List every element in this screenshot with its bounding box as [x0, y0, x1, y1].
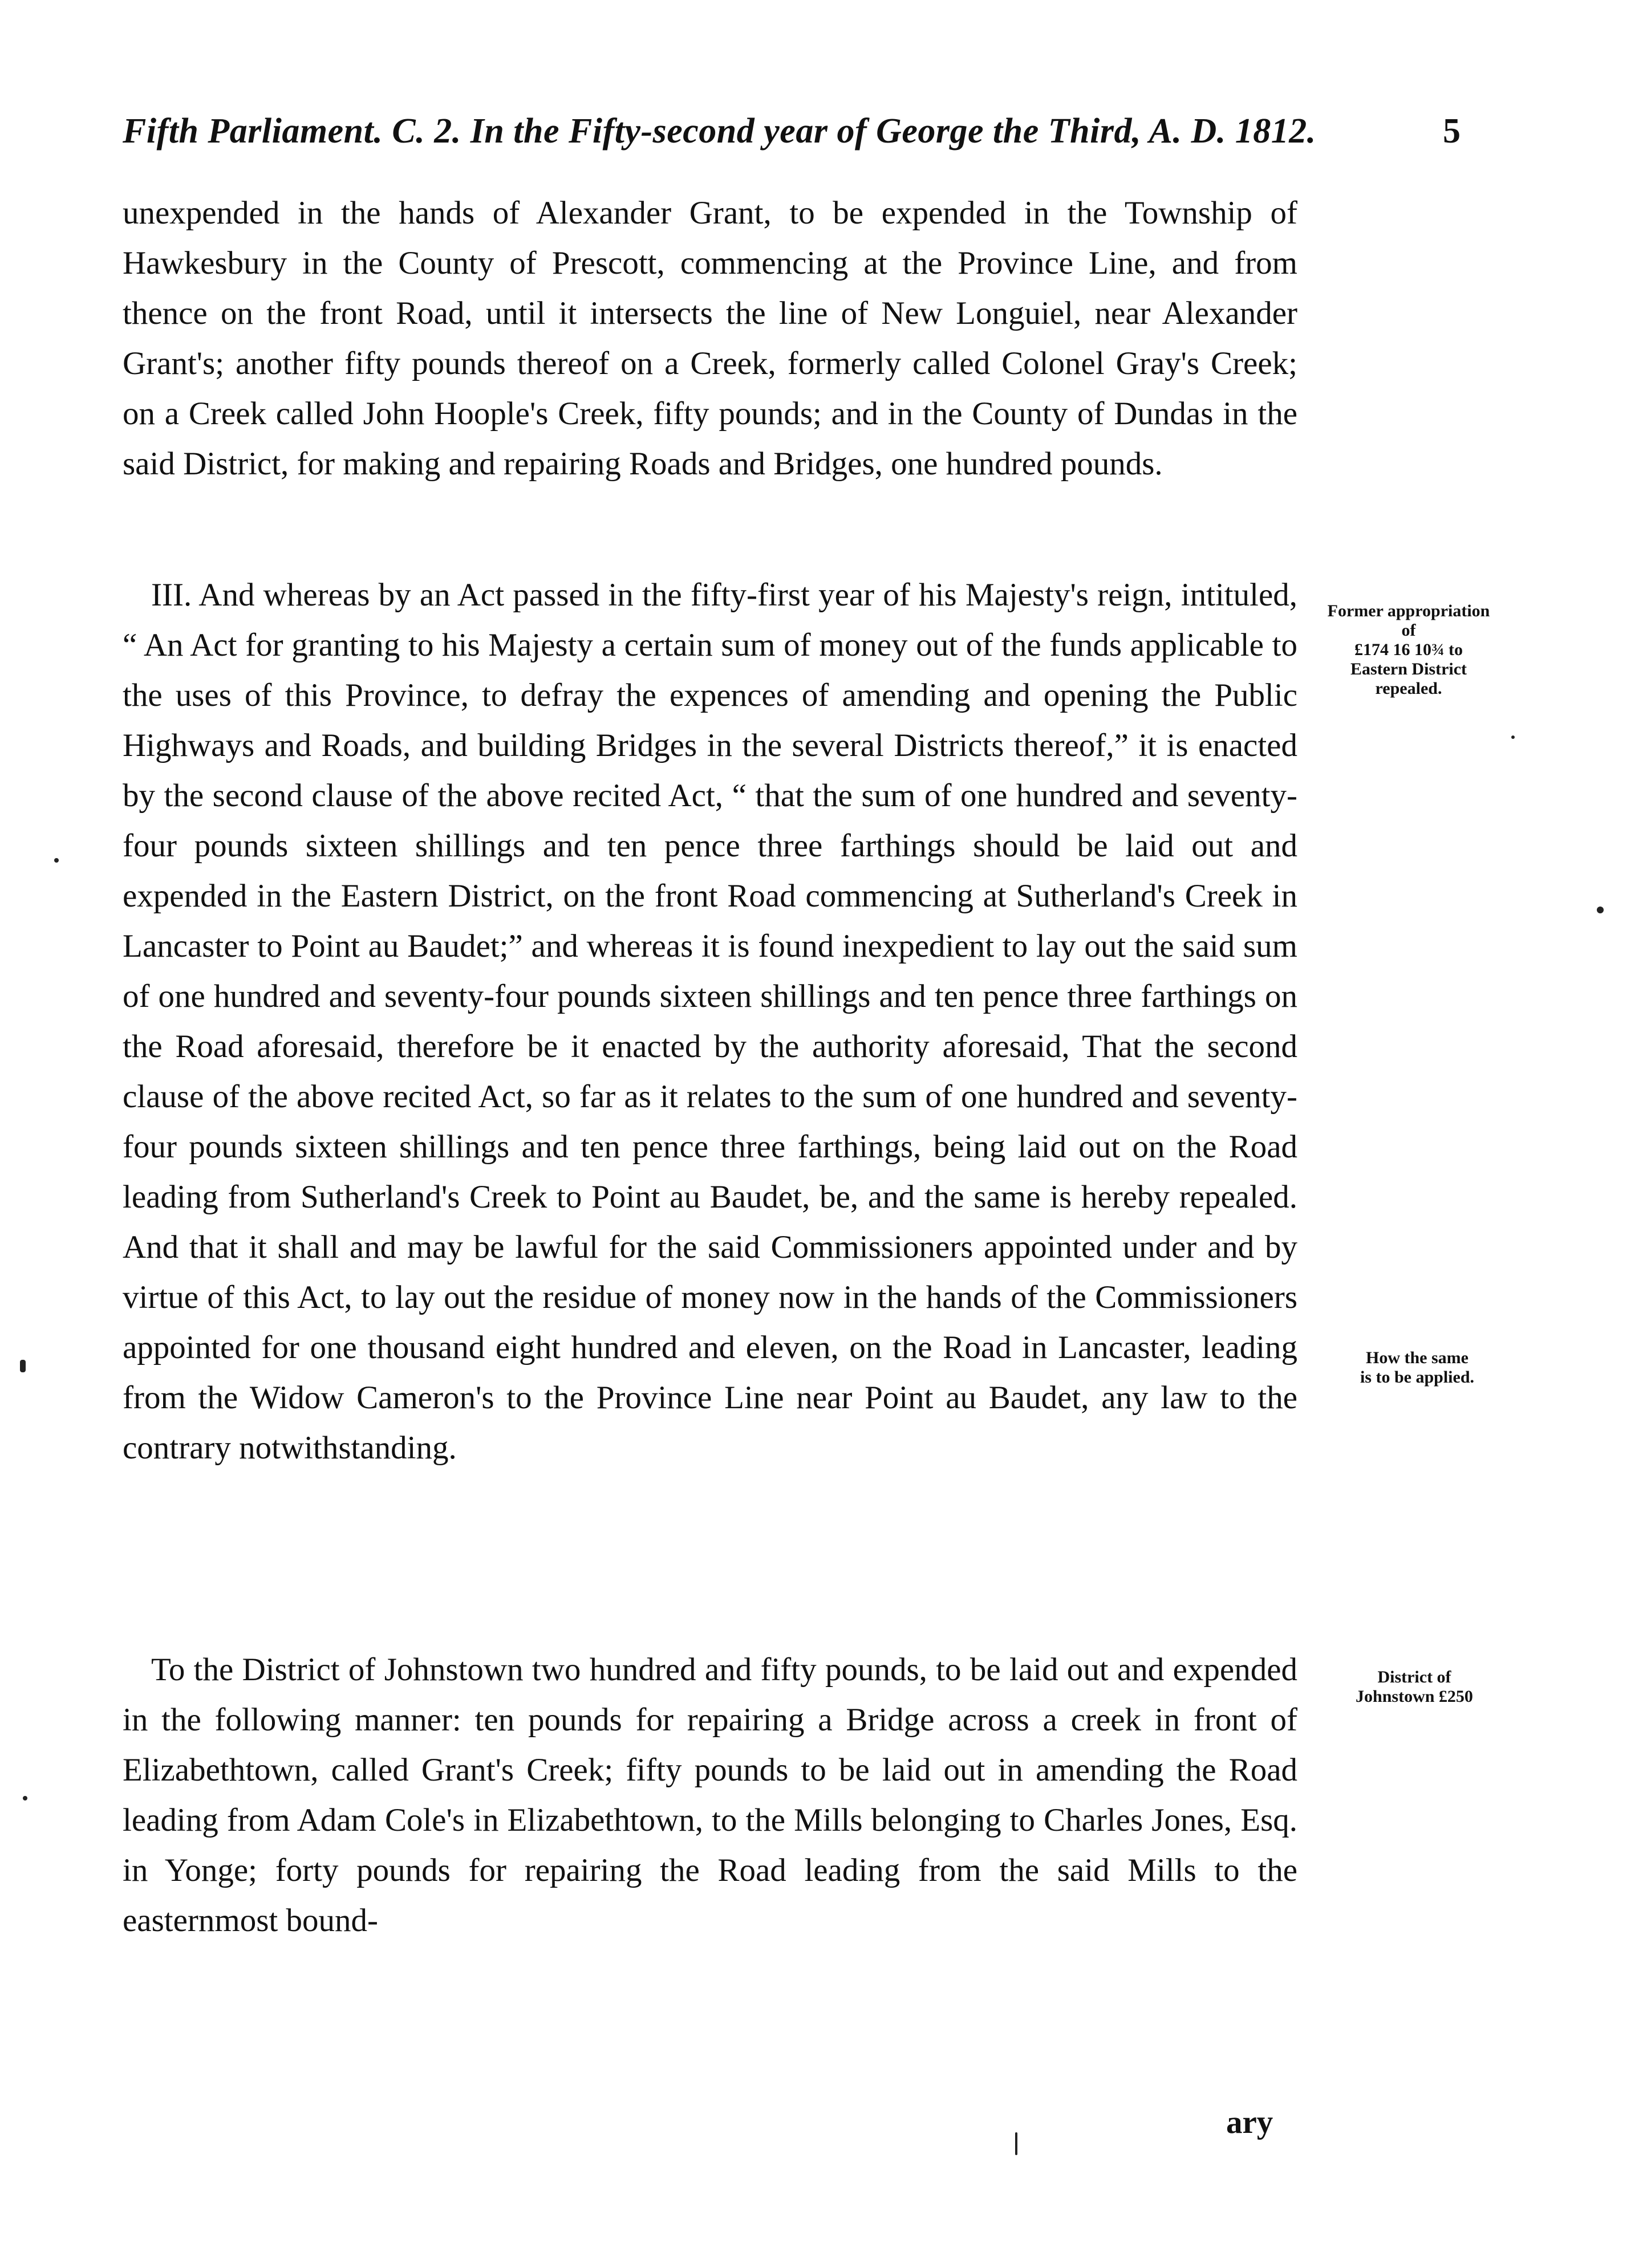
scan-speck — [1015, 2132, 1017, 2155]
scan-speck — [1597, 907, 1604, 913]
scan-speck — [20, 1360, 26, 1372]
scan-speck — [54, 858, 59, 863]
scan-speck — [1511, 735, 1515, 739]
page-number: 5 — [1443, 112, 1461, 151]
catchword: ary — [1226, 2104, 1273, 2140]
paragraph-section-iii: III. And whereas by an Act passed in the fifty-first year of his Majesty's reign, intituled, “ An Act for granting to his Majesty a certain sum of money out of the funds applicable to the uses of this Province, to defray the expences of amending and opening the Public Highways and Roads, and building Bridges in the several Districts thereof,” it is enacted by the second clause of the above recited Act, “ that the sum of one hundred and seventy-four pounds sixteen shillings and ten pence three farthings should be laid out and expended in the Eastern District, on the front Road commencing at Sutherland's Creek in Lancaster to Point au Baudet;” and whereas it is found inexpedient to lay out the said sum of one hundred and seventy-four pounds sixteen shillings and ten pence three farthings on the Road aforesaid, therefore be it enacted by the authority aforesaid, That the second clause of the above recited Act, so far as it relates to the sum of one hundred and seventy-four pounds sixteen shillings and ten pence three farthings, being laid out on the Road leading from Sutherland's Creek to Point au Baudet, be, and the same is hereby repealed. And that it shall and may be lawful for the said Commissioners appointed under and by virtue of this Act, to lay out the residue of money now in the hands of the Commissioners appointed for one thousand eight hundred and eleven, on the Road in Lancaster, leading from the Widow Cameron's to the Province Line near Point au Baudet, any law to the contrary notwithstanding. — [123, 577, 1297, 1466]
margin-note-how-applied: How the same is to be applied. — [1360, 1348, 1475, 1387]
margin-note-johnstown: District of Johnstown £250 — [1356, 1668, 1473, 1706]
margin-note-former-appropriation: Former appropriation of £174 16 10¾ to Eastern District repealed. — [1327, 601, 1490, 698]
paragraph-continuation: unexpended in the hands of Alexander Grant, to be expended in the Township of Hawkesbury in the County of Prescott, commencing at the Province Line, and from thence on the front Road, until it intersects the line of New Longuiel, near Alexander Grant's; another fifty pounds thereof on a Creek, formerly called Colonel Gray's Creek; on a Creek called John Hoople's Creek, fifty pounds; and in the County of Dundas in the said District, for making and repairing Roads and Bridges, one hundred pounds. — [123, 195, 1297, 482]
paragraph-johnstown-district: To the District of Johnstown two hundred and fifty pounds, to be laid out and expended in the following manner: ten pounds for repairing a Bridge across a creek in front of Elizabethtown, called Grant's Creek; fifty pounds to be laid out in amending the Road leading from Adam Cole's in Elizabethtown, to the Mills belonging to Charles Jones, Esq. in Yonge; forty pounds for repairing the Road leading from the said Mills to the easternmost bound- — [123, 1652, 1297, 1938]
running-head: Fifth Parliament. C. 2. In the Fifty-second year of George the Third, A. D. 1812. — [123, 112, 1316, 151]
scan-speck — [23, 1796, 27, 1800]
